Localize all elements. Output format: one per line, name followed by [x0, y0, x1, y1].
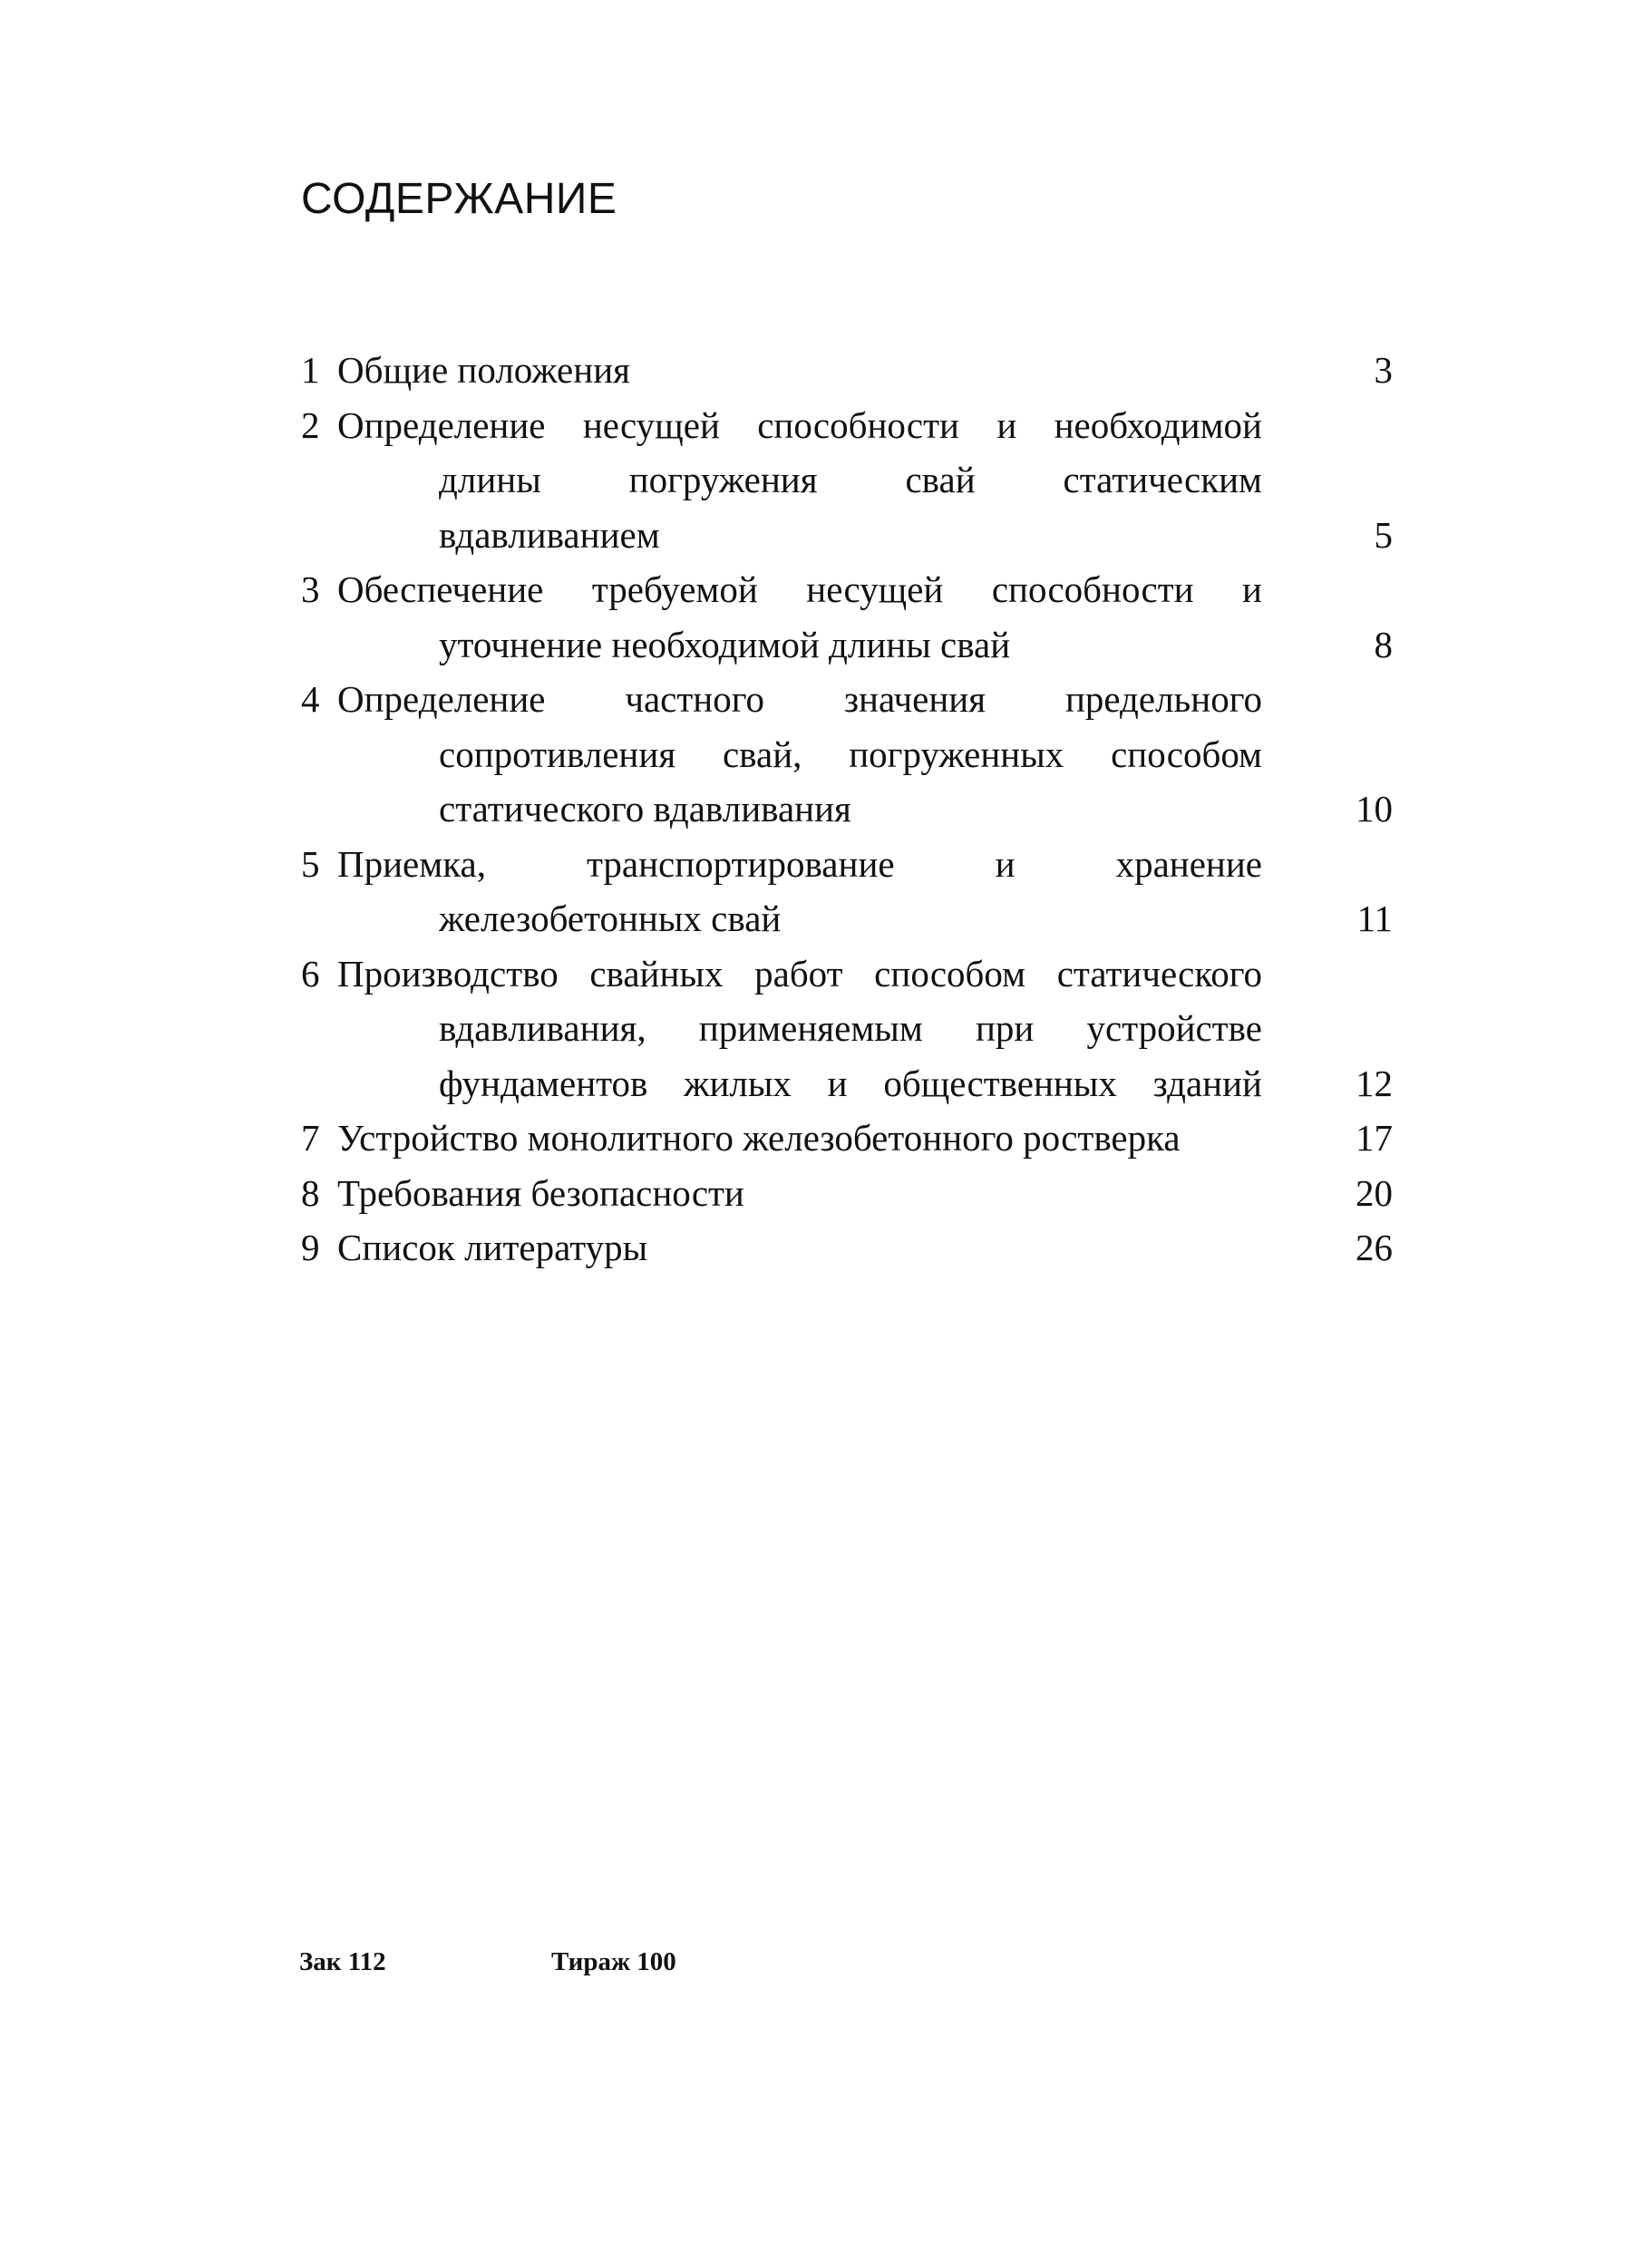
- toc-entry-title-line: вдавливанием: [439, 513, 660, 556]
- toc-entry-number: 2: [301, 403, 320, 446]
- toc-entry-title-line: Общие положения: [337, 349, 630, 391]
- toc-entry-title-line: железобетонных свай: [439, 898, 782, 939]
- toc-entry: [301, 946, 1398, 1111]
- toc-entry-title-line: Требования безопасности: [337, 1171, 744, 1214]
- toc-entry-number: 5: [301, 842, 320, 885]
- toc-entry-title-line: уточнение необходимой длины свай: [439, 623, 1011, 665]
- toc-entry-title-line: статического вдавливания: [439, 788, 851, 830]
- toc-entry-page-number: 17: [1356, 1117, 1393, 1159]
- toc-entry-number: 6: [301, 952, 320, 995]
- toc-entry-number: 8: [301, 1171, 320, 1214]
- toc-entry-title-line: сопротивления свай, погруженных способом: [439, 733, 1262, 775]
- toc-entry-title-line: Обеспечение требуемой несущей способности и: [337, 568, 1262, 610]
- toc-entry: [301, 562, 1398, 672]
- toc-entry: [301, 1220, 1398, 1276]
- toc-entry-title-line: фундаментов жилых и общественных зданий: [439, 1062, 1262, 1104]
- toc-entry-number: 3: [301, 568, 320, 610]
- toc-entry-number: 4: [301, 678, 320, 720]
- toc-entry-page-number: 20: [1356, 1171, 1393, 1214]
- toc-entry-number: 1: [301, 349, 320, 391]
- toc-entry: [301, 1111, 1398, 1166]
- toc-entry-title-line: длины погружения свай статическим: [439, 459, 1262, 500]
- toc-entry: [301, 837, 1398, 946]
- toc-entry-title-line: Определение несущей способности и необходимой: [337, 403, 1262, 446]
- page-title: СОДЕРЖАНИЕ: [301, 175, 617, 223]
- toc-entry: [301, 398, 1398, 563]
- toc-entry-page-number: 5: [1374, 513, 1393, 556]
- table-of-contents: [301, 343, 1398, 1276]
- toc-entry-number: 7: [301, 1117, 320, 1159]
- toc-entry: [301, 343, 1398, 398]
- toc-entry: [301, 1166, 1398, 1221]
- toc-entry-page-number: 8: [1374, 623, 1393, 665]
- toc-entry-page-number: 12: [1356, 1062, 1393, 1104]
- toc-entry: [301, 672, 1398, 837]
- toc-entry-title-line: Устройство монолитного железобетонного ростверка: [337, 1117, 1181, 1159]
- toc-entry-title-line: Приемка, транспортирование и хранение: [337, 842, 1262, 885]
- toc-entry-title-line: Производство свайных работ способом статического: [337, 952, 1262, 995]
- order-number: Зак 112: [299, 1947, 386, 1976]
- toc-entry-page-number: 10: [1356, 788, 1393, 830]
- print-run: Тираж 100: [551, 1947, 676, 1976]
- toc-entry-number: 9: [301, 1227, 320, 1268]
- toc-entry-title-line: Определение частного значения предельного: [337, 678, 1262, 720]
- toc-entry-page-number: 3: [1374, 349, 1393, 391]
- toc-entry-page-number: 11: [1356, 898, 1393, 939]
- toc-entry-title-line: вдавливания, применяемым при устройстве: [439, 1007, 1262, 1049]
- toc-entry-page-number: 26: [1356, 1227, 1393, 1268]
- toc-entry-title-line: Список литературы: [337, 1227, 648, 1268]
